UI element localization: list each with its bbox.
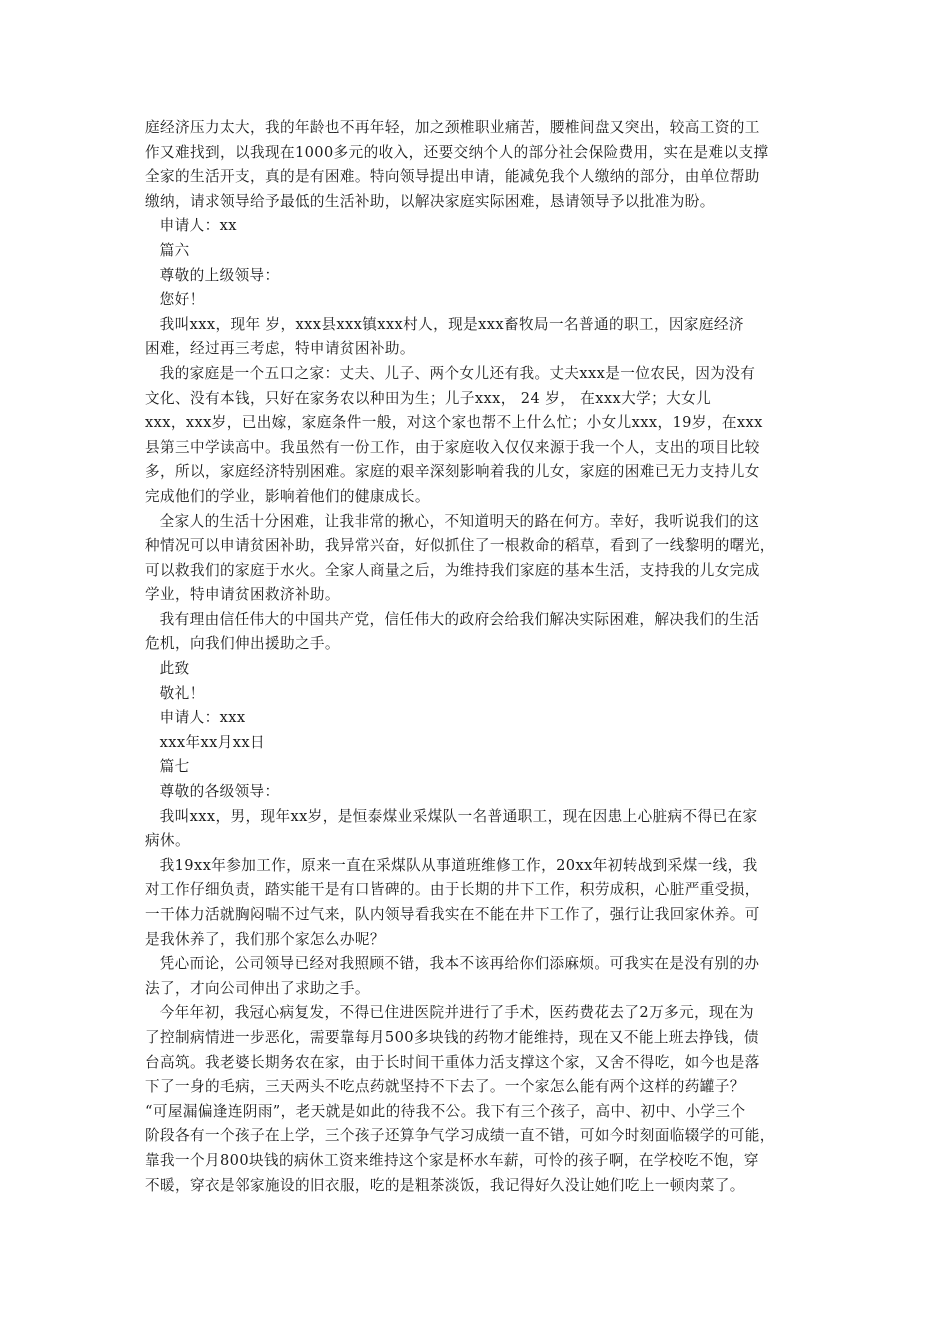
text-line: 县第三中学读高中。我虽然有一份工作，由于家庭收入仅仅来源于我一个人，支出的项目比较 xyxy=(145,438,760,456)
text-line: 台高筑。我老婆长期务农在家，由于长时间干重体力活支撑这个家，又舍不得吃，如今也是落 xyxy=(145,1053,760,1071)
text-line: 尊敬的各级领导： xyxy=(159,783,280,801)
text-line: 种情况可以申请贫困补助，我异常兴奋，好似抓住了一根救命的稻草，看到了一线黎明的曙光， xyxy=(145,537,775,555)
text-line: 了控制病情进一步恶化，需要靠每月500多块钱的药物才能维持，现在又不能上班去挣钱，债 xyxy=(145,1028,759,1046)
text-line: “可屋漏偏逢连阴雨”，老天就是如此的待我不公。我下有三个孩子，高中、初中、小学三个 xyxy=(145,1102,746,1120)
text-line: 我叫xxx，现年 岁，xxx县xxx镇xxx村人，现是xxx畜牧局一名普通的职工，因家庭经济 xyxy=(159,315,744,333)
text-line: 作又难找到，以我现在1000多元的收入，还要交纳个人的部分社会保险费用，实在是难以支撑 xyxy=(145,143,769,161)
text-line: 不暖，穿衣是邻家施设的旧衣服，吃的是粗茶淡饭，我记得好久没让她们吃上一顿肉菜了。 xyxy=(145,1176,745,1194)
text-line: 病休。 xyxy=(145,832,190,850)
text-line: 敬礼！ xyxy=(159,684,205,702)
text-line: 我叫xxx，男，现年xx岁，是恒泰煤业采煤队一名普通职工，现在因患上心脏病不得已在家 xyxy=(159,807,758,825)
text-line: 您好！ xyxy=(159,291,205,309)
text-line: 可以救我们的家庭于水火。全家人商量之后，为维持我们家庭的基本生活，支持我的儿女完成 xyxy=(145,561,760,579)
text-line: 庭经济压力太大，我的年龄也不再年轻，加之颈椎职业痛苦，腰椎间盘又突出，较高工资的工 xyxy=(145,119,760,136)
text-line: 篇六 xyxy=(159,241,190,259)
text-line: xxx，xxx岁，已出嫁，家庭条件一般，对这个家也帮不上什么忙；小女儿xxx，19岁，在xxx xyxy=(145,414,763,432)
text-line: 篇七 xyxy=(159,758,190,776)
text-line: 阶段各有一个孩子在上学，三个孩子还算争气学习成绩一直不错，可如今时刻面临辍学的可能， xyxy=(145,1127,775,1145)
text-line: 下了一身的毛病，三天两头不吃点药就坚持不下去了。一个家怎么能有两个这样的药罐子？ xyxy=(145,1078,745,1096)
text-line: 尊敬的上级领导： xyxy=(159,266,280,284)
text-line: 此致 xyxy=(159,660,190,678)
text-line: 是我休养了，我们那个家怎么办呢？ xyxy=(145,930,385,948)
text-line: 全家人的生活十分困难，让我非常的揪心，不知道明天的路在何方。幸好，我听说我们的这 xyxy=(159,512,760,530)
text-line: 学业，特申请贫困救济补助。 xyxy=(145,586,340,604)
text-line: 多，所以，家庭经济特别困难。家庭的艰辛深刻影响着我的儿女，家庭的困难已无力支持儿女 xyxy=(145,463,760,481)
text-line: 文化、没有本钱，只好在家务农以种田为生；儿子xxx， 24 岁， 在xxx大学；大女儿 xyxy=(145,389,712,407)
document-page xyxy=(145,116,810,1198)
text-line: 我19xx年参加工作，原来一直在采煤队从事道班维修工作，20xx年初转战到采煤一线，我 xyxy=(159,856,758,874)
text-line: 一干体力活就胸闷喘不过气来，队内领导看我实在不能在井下工作了，强行让我回家休养。可 xyxy=(145,906,760,923)
text-line: 缴纳，请求领导给予最低的生活补助，以解决家庭实际困难，恳请领导予以批准为盼。 xyxy=(145,192,715,210)
text-line: 申请人：xx xyxy=(159,217,237,235)
text-line: 我的家庭是一个五口之家：丈夫、儿子、两个女儿还有我。丈夫xxx是一位农民，因为没有 xyxy=(159,364,756,382)
text-line: 危机，向我们伸出援助之手。 xyxy=(145,635,340,653)
text-line: 我有理由信任伟大的中国共产党，信任伟大的政府会给我们解决实际困难，解决我们的生活 xyxy=(159,610,760,628)
text-line: 困难，经过再三考虑，特申请贫困补助。 xyxy=(145,340,415,358)
text-line: 今年年初，我冠心病复发，不得已住进医院并进行了手术，医药费花去了2万多元，现在为 xyxy=(159,1004,755,1022)
text-line: 靠我一个月800块钱的病休工资来维持这个家是杯水车薪，可怜的孩子啊，在学校吃不饱，穿 xyxy=(145,1151,759,1169)
text-line: 完成他们的学业，影响着他们的健康成长。 xyxy=(145,487,430,505)
text-line: 法了，才向公司伸出了求助之手。 xyxy=(145,979,370,997)
text-line: 凭心而论，公司领导已经对我照顾不错，我本不该再给你们添麻烦。可我实在是没有别的办 xyxy=(159,955,760,973)
text-line: 申请人：xxx xyxy=(159,709,246,727)
text-line: 对工作仔细负责，踏实能干是有口皆碑的。由于长期的井下工作，积劳成积，心脏严重受损， xyxy=(145,881,760,899)
text-line: 全家的生活开支，真的是有困难。特向领导提出申请，能减免我个人缴纳的部分，由单位帮助 xyxy=(145,168,760,186)
text-line: xxx年xx月xx日 xyxy=(159,733,265,751)
